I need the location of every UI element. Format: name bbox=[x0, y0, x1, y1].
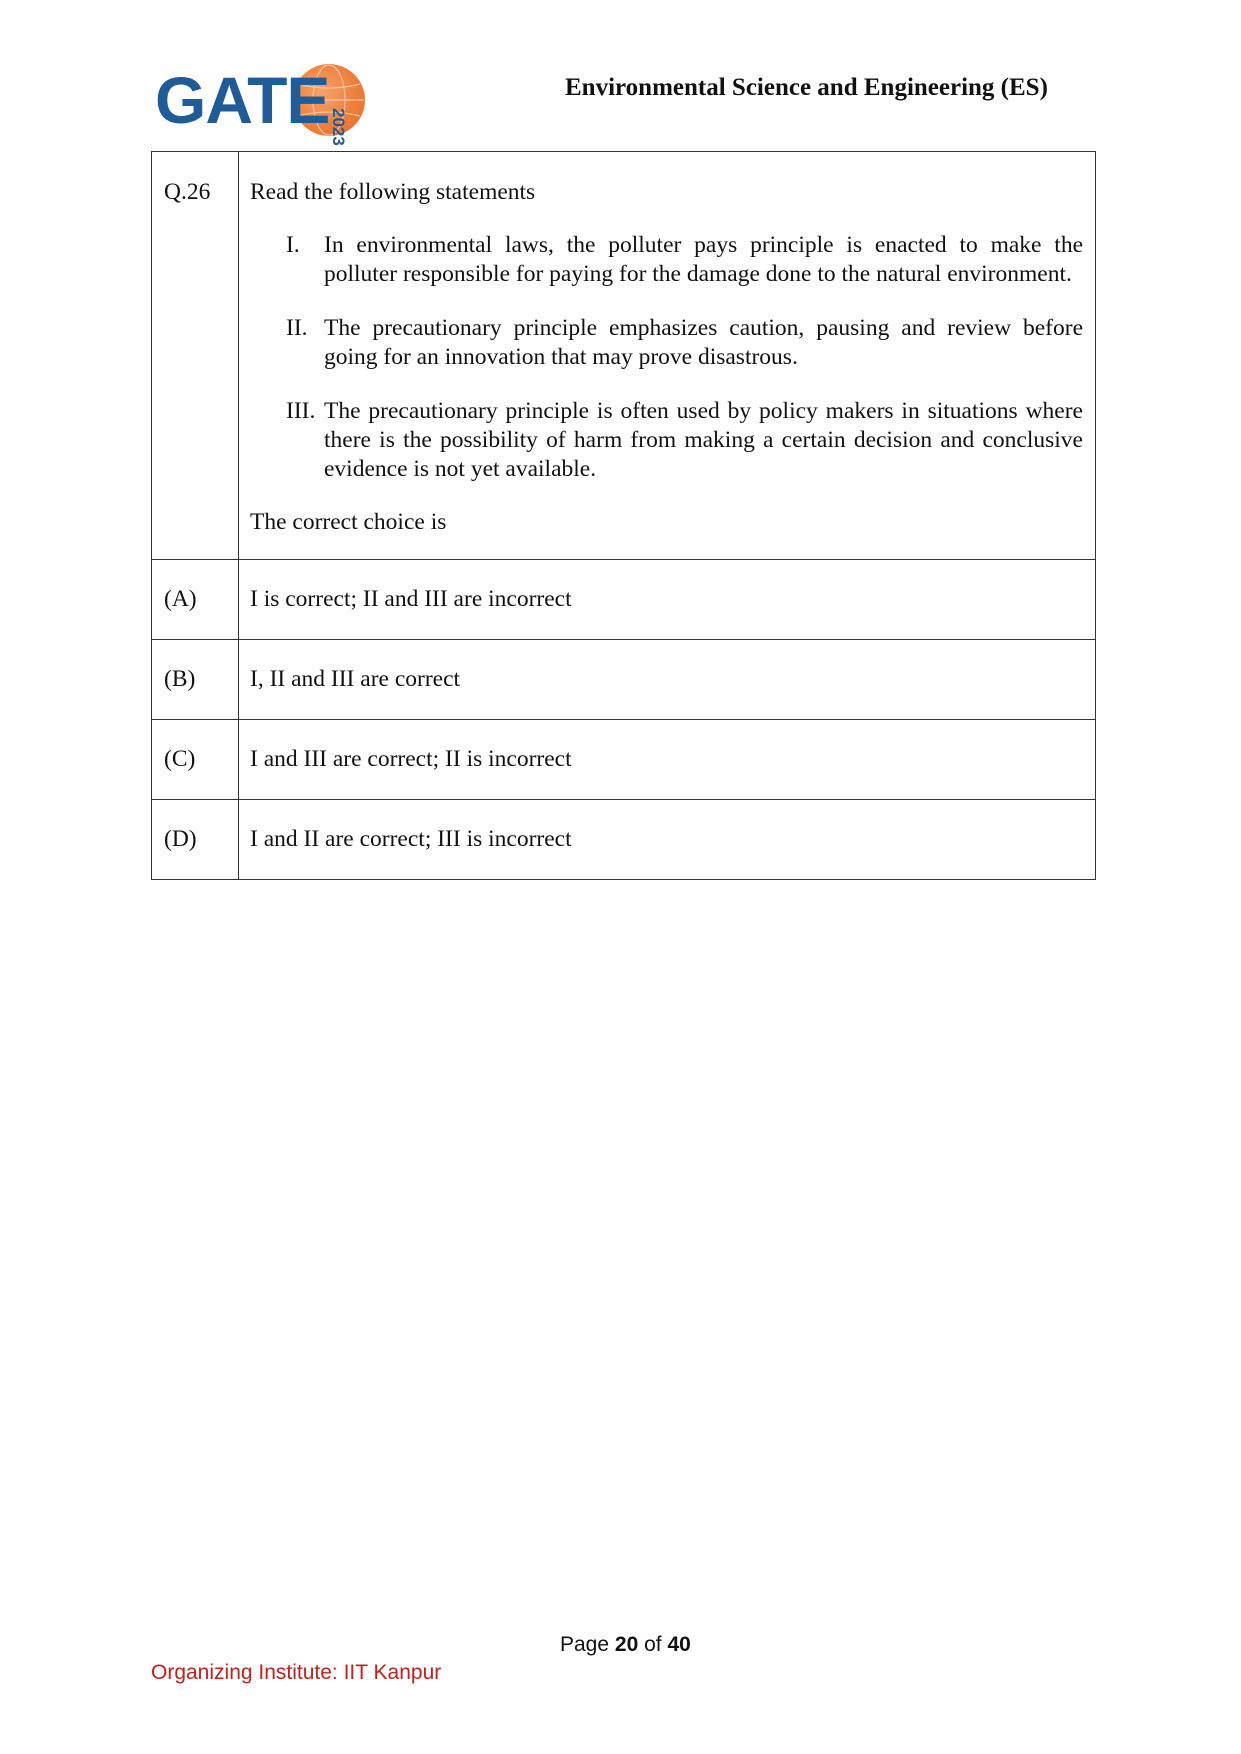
option-label: (B) bbox=[152, 640, 239, 720]
question-prompt: The correct choice is bbox=[250, 509, 447, 535]
option-text: I is correct; II and III are incorrect bbox=[239, 560, 1096, 640]
option-label: (D) bbox=[152, 800, 239, 880]
option-text: I, II and III are correct bbox=[239, 640, 1096, 720]
option-row-a bbox=[152, 560, 1096, 640]
statement-item bbox=[286, 397, 1083, 484]
statement-text: In environmental laws, the polluter pays principle is enacted to make the polluter responsible for paying for the damage done to the natural environment. bbox=[324, 232, 1083, 287]
paper-title: Environmental Science and Engineering (ES) bbox=[565, 74, 1048, 101]
page-number bbox=[560, 1633, 691, 1657]
statement-number: I. bbox=[286, 232, 300, 258]
statement-number: III. bbox=[286, 398, 316, 424]
option-label: (A) bbox=[152, 560, 239, 640]
question-table bbox=[151, 151, 1096, 880]
statement-text: The precautionary principle is often used by policy makers in situations where there is the possibility of harm from making a certain decision and conclusive evidence is not yet available. bbox=[324, 398, 1083, 482]
option-row-c bbox=[152, 720, 1096, 800]
question-body bbox=[239, 152, 1096, 560]
option-label: (C) bbox=[152, 720, 239, 800]
option-row-d bbox=[152, 800, 1096, 880]
question-number: Q.26 bbox=[152, 152, 239, 560]
page-of: of bbox=[644, 1633, 662, 1656]
question-row bbox=[152, 152, 1096, 560]
statement-number: II. bbox=[286, 315, 308, 341]
question-intro: Read the following statements bbox=[250, 179, 536, 205]
page-current: 20 bbox=[614, 1633, 639, 1656]
statement-item bbox=[286, 231, 1083, 289]
logo-wordmark: GATE bbox=[155, 63, 330, 137]
logo-year: 2023 bbox=[329, 108, 348, 146]
gate-2023-logo bbox=[155, 60, 355, 146]
page-prefix: Page bbox=[560, 1633, 610, 1656]
page-total: 40 bbox=[667, 1633, 691, 1656]
option-text: I and III are correct; II is incorrect bbox=[239, 720, 1096, 800]
organizing-institute: Organizing Institute: IIT Kanpur bbox=[151, 1661, 442, 1684]
option-row-b bbox=[152, 640, 1096, 720]
statement-item bbox=[286, 314, 1083, 372]
statement-text: The precautionary principle emphasizes caution, pausing and review before going for an innovation that may prove disastrous. bbox=[324, 315, 1083, 370]
option-text: I and II are correct; III is incorrect bbox=[239, 800, 1096, 880]
statement-list bbox=[286, 231, 1083, 484]
